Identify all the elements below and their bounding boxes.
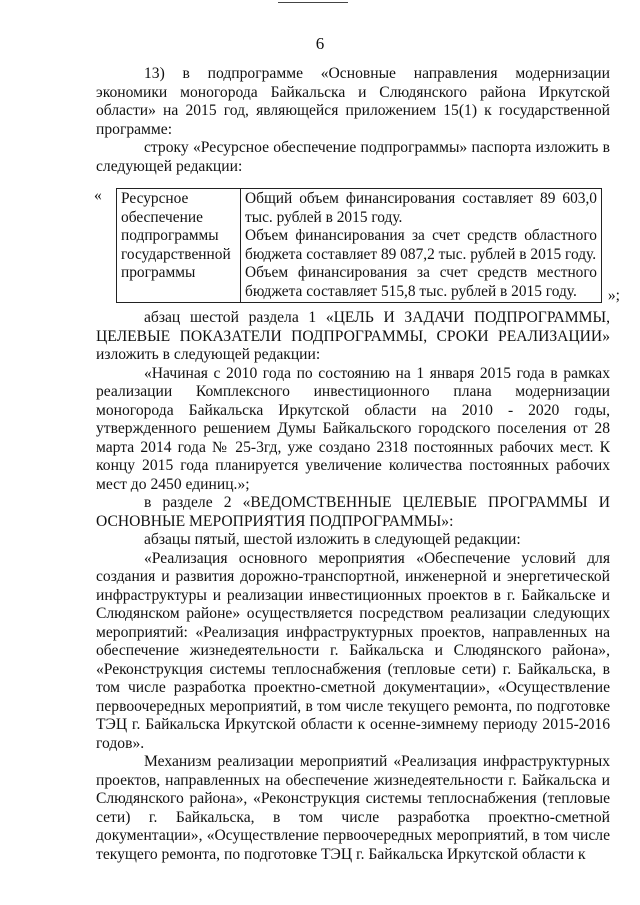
table-right-line: Объем финансирования за счет средств областного бюджета составляет 89 087,2 тыс. рублей в 2015 году. xyxy=(245,227,597,263)
table-left-cell: Ресурсное обеспечение подпрограммы государственной программы xyxy=(117,189,241,303)
paragraph: в разделе 2 «ВЕДОМСТВЕННЫЕ ЦЕЛЕВЫЕ ПРОГРАММЫ И ОСНОВНЫЕ МЕРОПРИЯТИЯ ПОДПРОГРАММЫ»: xyxy=(96,494,610,530)
paragraph: 13) в подпрограмме «Основные направления модернизации экономики моногорода Байкальска и Слюдянского района Иркутской области» на 2015 год, являющейся приложением 15(1) к государственной программе: xyxy=(96,65,610,138)
paragraph: строку «Ресурсное обеспечение подпрограммы» паспорта изложить в следующей редакции: xyxy=(96,139,610,175)
table-right-line: Объем финансирования за счет средств местного бюджета составляет 515,8 тыс. рублей в 2015 году. xyxy=(245,264,597,300)
header-rule xyxy=(278,2,348,3)
resource-table-block xyxy=(94,187,620,304)
table-right-line: Общий объем финансирования составляет 89 603,0 тыс. рублей в 2015 году. xyxy=(245,190,597,226)
paragraph: «Начиная с 2010 года по состоянию на 1 января 2015 года в рамках реализации Комплексного инвестиционного плана модернизации моногорода Байкальска Иркутской области на 2010 - 2020 годы, утвержденного решением Думы Байкальского городского поселения от 28 марта 2014 года № 25-3гд, уже создано 2318 постоянных рабочих мест. К концу 2015 года планируется увеличение количества постоянных рабочих мест до 2450 единиц.»; xyxy=(96,364,610,493)
paragraph: абзац шестой раздела 1 «ЦЕЛЬ И ЗАДАЧИ ПОДПРОГРАММЫ, ЦЕЛЕВЫЕ ПОКАЗАТЕЛИ ПОДПРОГРАММЫ, СРОКИ РЕАЛИЗАЦИИ» изложить в следующей редакции: xyxy=(96,309,610,363)
document-body xyxy=(94,65,620,864)
paragraph: абзацы пятый, шестой изложить в следующей редакции: xyxy=(144,531,521,548)
table-row xyxy=(117,189,602,303)
paragraph: Механизм реализации мероприятий «Реализация инфраструктурных проектов, направленных на обеспечение жизнедеятельности г. Байкальска и Слюдянского района», «Реконструкция системы теплоснабжения (тепловые сети) г. Байкальска, в том числе разработка проектно-сметной документации», «Осуществление первоочередных мероприятий, в том числе текущего ремонта, по подготовке ТЭЦ г. Байкальска Иркутской области к xyxy=(96,753,610,863)
table-close-quote: »; xyxy=(607,286,620,304)
table-right-cell xyxy=(241,189,602,303)
table-open-quote: « xyxy=(94,187,102,204)
page-number: 6 xyxy=(315,34,325,53)
resource-table xyxy=(116,188,602,303)
paragraph: «Реализация основного мероприятия «Обеспечение условий для создания и развития дорожно-транспортной, инженерной и энергетической инфраструктуры и реализации инвестиционных проектов в г. Байкальске и Слюдянском районе» осуществляется посредством реализации следующих мероприятий: «Реализация инфраструктурных проектов, направленных на обеспечение жизнедеятельности г. Байкальска и Слюдянского района», «Реконструкция системы теплоснабжения (тепловые сети) г. Байкальска, в том числе разработка проектно-сметной документации», «Осуществление первоочередных мероприятий, в том числе текущего ремонта, по подготовке ТЭЦ г. Байкальска Иркутской области к осенне-зимнему периоду 2015-2016 годов». xyxy=(96,549,610,752)
